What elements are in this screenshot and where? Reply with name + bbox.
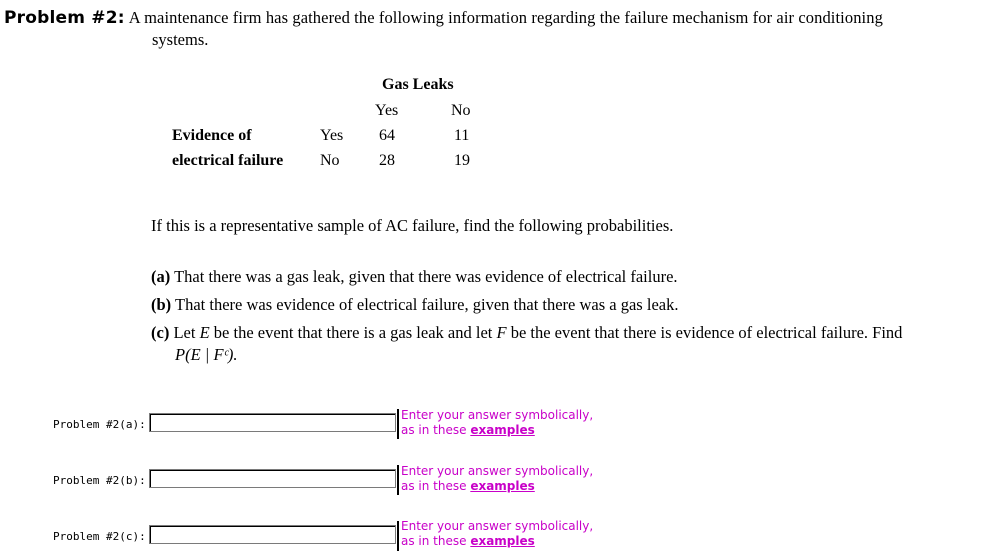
part-c: [151, 323, 902, 343]
answer-input-c[interactable]: [149, 525, 396, 544]
hint-a: [401, 408, 593, 438]
column-header-no: No: [451, 102, 471, 119]
problem-header: [4, 8, 979, 49]
problem-intro-line2: systems.: [152, 30, 209, 49]
question-intro: If this is a representative sample of AC failure, find the following probabilities.: [151, 216, 674, 235]
examples-link[interactable]: examples: [470, 423, 535, 437]
problem-number: Problem #2:: [4, 8, 125, 28]
part-c-formula: [175, 345, 237, 365]
hint-text-line2: [401, 534, 593, 549]
part-a-tag: (a): [151, 267, 171, 286]
column-header-yes: Yes: [375, 102, 399, 119]
row-group-header-line2: electrical failure: [172, 152, 284, 169]
answer-label-a: Problem #2(a):: [53, 418, 146, 431]
hint-text-line2: [401, 479, 593, 494]
part-b: [151, 295, 678, 315]
column-group-header: Gas Leaks: [382, 76, 454, 93]
table-cell: 19: [454, 152, 470, 169]
hint-text-line2: [401, 423, 593, 438]
variable-e: E: [199, 323, 210, 342]
examples-link[interactable]: examples: [470, 534, 535, 548]
hint-text-prefix: as in these: [401, 479, 471, 493]
part-c-text-mid2: be the event that there is evidence of electrical failure. Find: [506, 323, 903, 342]
hint-b: [401, 464, 593, 494]
hint-c: [401, 519, 593, 549]
table-cell: 64: [379, 127, 395, 144]
part-a: [151, 267, 678, 287]
probability-formula: P(E | Fᶜ).: [175, 345, 238, 364]
hint-divider: [397, 465, 399, 495]
row-label-no: No: [320, 152, 340, 169]
part-c-text-mid1: be the event that there is a gas leak and let: [209, 323, 497, 342]
answer-input-b[interactable]: [149, 469, 396, 488]
part-b-text: That there was evidence of electrical failure, given that there was a gas leak.: [175, 295, 679, 314]
hint-text-line1: Enter your answer symbolically,: [401, 464, 594, 478]
row-label-yes: Yes: [320, 127, 344, 144]
row-group-header-line1: Evidence of: [172, 127, 252, 144]
hint-text-line1: Enter your answer symbolically,: [401, 408, 594, 422]
hint-divider: [397, 521, 399, 551]
hint-text-prefix: as in these: [401, 423, 471, 437]
problem-intro-line1: A maintenance firm has gathered the following information regarding the failure mechanism for air conditioning: [128, 8, 883, 27]
part-c-text-prefix: Let: [173, 323, 200, 342]
answer-label-b: Problem #2(b):: [53, 474, 146, 487]
examples-link[interactable]: examples: [470, 479, 535, 493]
table-cell: 11: [454, 127, 470, 144]
table-cell: 28: [379, 152, 395, 169]
answer-input-a[interactable]: [149, 413, 396, 432]
hint-text-line1: Enter your answer symbolically,: [401, 519, 594, 533]
part-b-tag: (b): [151, 295, 172, 314]
part-c-tag: (c): [151, 323, 170, 342]
part-a-text: That there was a gas leak, given that there was evidence of electrical failure.: [174, 267, 678, 286]
answer-label-c: Problem #2(c):: [53, 530, 146, 543]
variable-f: F: [496, 323, 507, 342]
hint-divider: [397, 409, 399, 439]
hint-text-prefix: as in these: [401, 534, 471, 548]
